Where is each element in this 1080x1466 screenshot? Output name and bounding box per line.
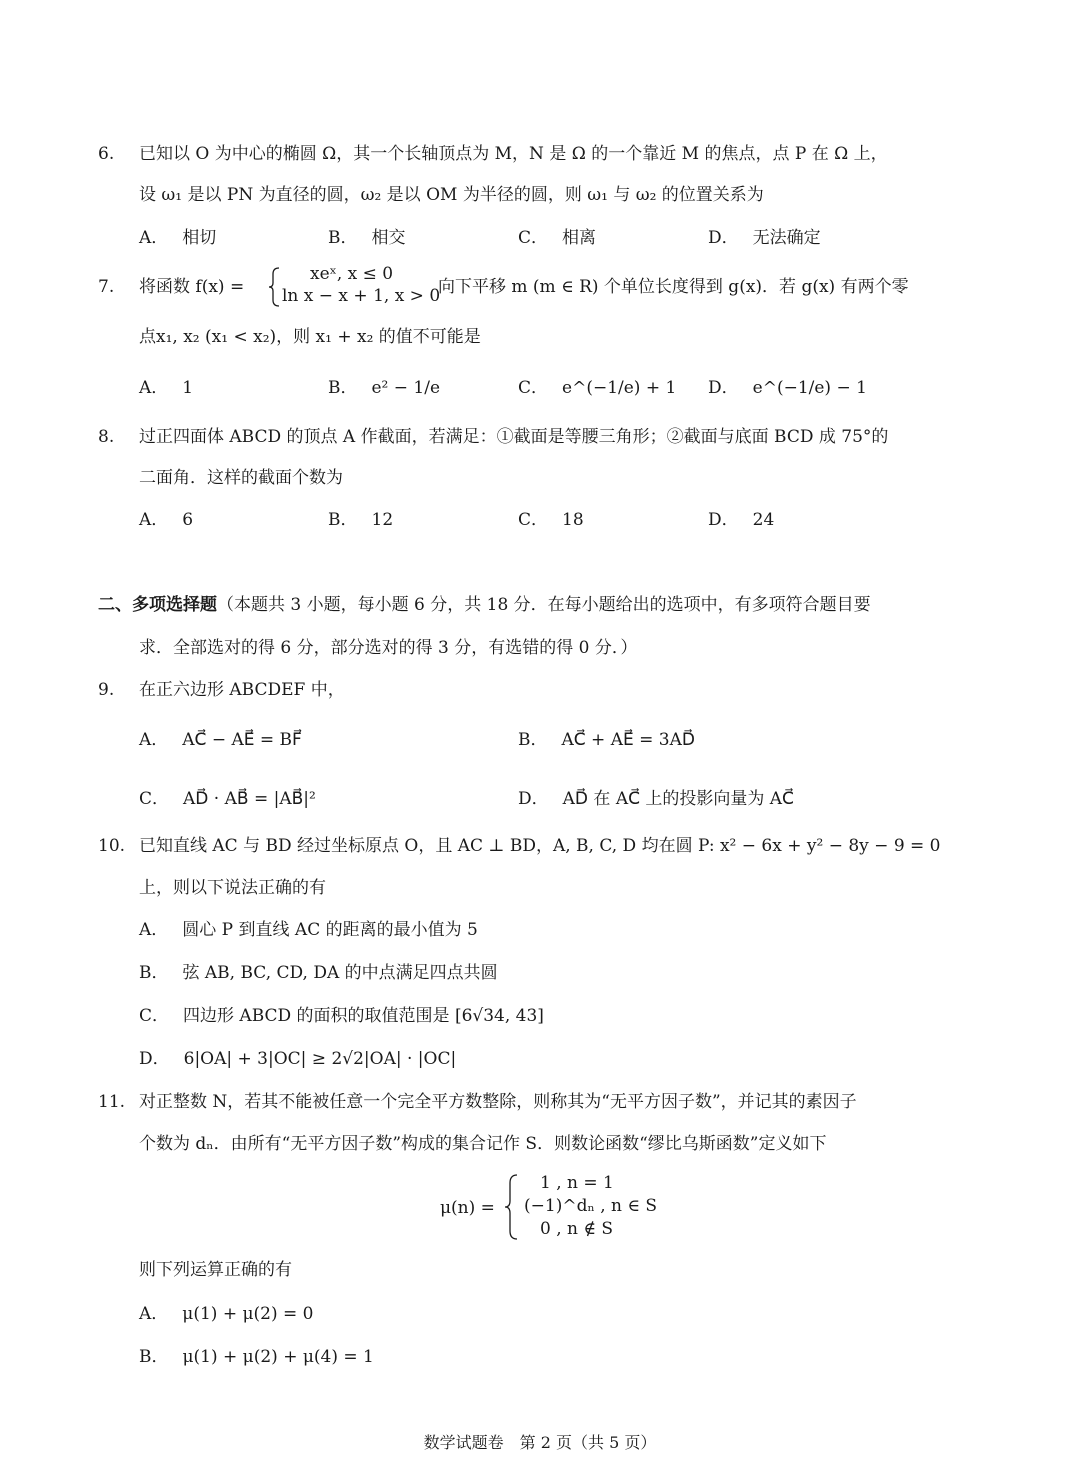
q10-option-d [139, 1047, 456, 1071]
option-text: 6 [182, 510, 194, 530]
option-text: 6|OA| + 3|OC| ≥ 2√2|OA| · |OC| [183, 1049, 457, 1069]
q7-number: 7. [98, 277, 115, 297]
q10-option-a [139, 918, 478, 942]
option-label: D． [139, 1049, 170, 1069]
q6-stem-line2: 设 ω₁ 是以 PN 为直径的圆，ω₂ 是以 OM 为半径的圆，则 ω₁ 与 ω₂ 的位置关系为 [139, 185, 764, 205]
option-label: A． [139, 378, 169, 398]
option-text: 四边形 ABCD 的面积的取值范围是 [6√34, 43] [183, 1006, 544, 1026]
q8-option-c [518, 508, 584, 532]
q7-stem-suffix: 向下平移 m (m ∈ R) 个单位长度得到 g(x)．若 g(x) 有两个零 [438, 277, 909, 297]
option-text: AD⃗ 在 AC⃗ 上的投影向量为 AC⃗ [562, 789, 794, 809]
option-text: 相切 [182, 228, 217, 248]
left-brace-icon [268, 267, 280, 307]
option-label: C． [139, 789, 170, 809]
q10-option-c [139, 1004, 544, 1028]
option-text: AC⃗ − AE⃗ = BF⃗ [182, 730, 302, 750]
option-text: e^(−1/e) − 1 [752, 378, 867, 398]
mu-case-1: 1 , n = 1 [540, 1173, 614, 1193]
q8-option-b [328, 508, 393, 532]
option-text: 18 [562, 510, 584, 530]
q6-option-d [708, 226, 821, 250]
q10-stem-line1: 已知直线 AC 与 BD 经过坐标原点 O，且 AC ⊥ BD，A, B, C, D 均在圆 P: x² − 6x + y² − 8y − 9 = 0 [139, 836, 941, 856]
q10-stem-line2: 上，则以下说法正确的有 [139, 878, 326, 898]
option-label: D． [708, 378, 739, 398]
option-text: 无法确定 [752, 228, 821, 248]
option-label: D． [708, 228, 739, 248]
q7-option-c [518, 376, 676, 400]
option-label: B． [328, 378, 358, 398]
option-label: B． [518, 730, 548, 750]
q10-number: 10. [98, 836, 126, 856]
option-text: 1 [182, 378, 194, 398]
q7-case2: ln x − x + 1, x > 0 [282, 286, 441, 306]
option-label: C． [518, 228, 549, 248]
section-2-title: 二、多项选择题 [98, 595, 217, 615]
q6-option-c [518, 226, 596, 250]
q9-option-b [518, 728, 695, 752]
q7-stem-line2: 点x₁, x₂ (x₁ < x₂)，则 x₁ + x₂ 的值不可能是 [139, 327, 481, 347]
option-label: B． [328, 228, 358, 248]
q7-option-a [139, 376, 193, 400]
option-text: 相离 [562, 228, 597, 248]
q11-stem-line2: 个数为 dₙ．由所有“无平方因子数”构成的集合记作 S．则数论函数“缪比乌斯函数”定义如下 [139, 1134, 827, 1154]
section-2-intro-line1: （本题共 3 小题，每小题 6 分，共 18 分．在每小题给出的选项中，有多项符合题目要 [217, 595, 871, 615]
option-label: A． [139, 730, 169, 750]
option-text: 相交 [371, 228, 406, 248]
q11-stem-line3: 则下列运算正确的有 [139, 1260, 292, 1280]
option-text: AD⃗ · AB⃗ = |AB⃗|² [183, 789, 316, 809]
option-text: AC⃗ + AE⃗ = 3AD⃗ [561, 730, 695, 750]
q9-option-d [518, 787, 794, 811]
q7-case1: xeˣ, x ≤ 0 [310, 264, 394, 284]
q11-option-b [139, 1345, 374, 1369]
section-2-intro-line2: 求．全部选对的得 6 分，部分选对的得 3 分，有选错的得 0 分．） [139, 638, 638, 658]
q6-number: 6. [98, 144, 115, 164]
q10-option-b [139, 961, 498, 985]
q11-stem-line1: 对正整数 N，若其不能被任意一个完全平方数整除，则称其为“无平方因子数”，并记其的素因子 [139, 1092, 857, 1112]
option-text: e² − 1/e [371, 378, 441, 398]
q8-number: 8. [98, 427, 115, 447]
option-text: 圆心 P 到直线 AC 的距离的最小值为 5 [182, 920, 478, 940]
option-label: C． [518, 510, 549, 530]
option-label: D． [708, 510, 739, 530]
q7-stem-prefix: 将函数 f(x) = [139, 277, 245, 297]
option-text: μ(1) + μ(2) = 0 [182, 1304, 314, 1324]
option-text: e^(−1/e) + 1 [562, 378, 677, 398]
mu-case-3: 0 , n ∉ S [540, 1219, 614, 1239]
q11-number: 11. [98, 1092, 126, 1112]
option-label: B． [328, 510, 358, 530]
mu-case-2: (−1)^dₙ , n ∈ S [524, 1196, 658, 1216]
q8-option-a [139, 508, 193, 532]
option-text: 24 [752, 510, 775, 530]
q6-stem-line1: 已知以 O 为中心的椭圆 Ω，其一个长轴顶点为 M，N 是 Ω 的一个靠近 M 的焦点，点 P 在 Ω 上， [139, 144, 888, 164]
q7-option-d [708, 376, 867, 400]
q6-option-b [328, 226, 406, 250]
left-brace-icon [504, 1174, 518, 1240]
q8-stem-line1: 过正四面体 ABCD 的顶点 A 作截面，若满足：①截面是等腰三角形；②截面与底面 BCD 成 75°的 [139, 427, 889, 447]
q9-stem: 在正六边形 ABCDEF 中， [139, 680, 345, 700]
q9-option-c [139, 787, 316, 811]
option-label: A． [139, 510, 169, 530]
q8-stem-line2: 二面角．这样的截面个数为 [139, 468, 343, 488]
mu-function-lhs: μ(n) = [440, 1198, 495, 1218]
option-label: C． [139, 1006, 170, 1026]
option-label: B． [139, 1347, 169, 1367]
option-text: μ(1) + μ(2) + μ(4) = 1 [182, 1347, 374, 1367]
option-label: A． [139, 228, 169, 248]
option-label: B． [139, 963, 169, 983]
q9-number: 9. [98, 680, 115, 700]
q7-option-b [328, 376, 440, 400]
option-label: D． [518, 789, 549, 809]
q6-option-a [139, 226, 216, 250]
option-label: A． [139, 920, 169, 940]
q11-option-a [139, 1302, 313, 1326]
option-label: C． [518, 378, 549, 398]
page-footer: 数学试题卷 第 2 页（共 5 页） [423, 1433, 657, 1452]
option-text: 12 [371, 510, 394, 530]
section-2-header [98, 593, 871, 617]
option-text: 弦 AB, BC, CD, DA 的中点满足四点共圆 [182, 963, 498, 983]
option-label: A． [139, 1304, 169, 1324]
q9-option-a [139, 728, 302, 752]
q8-option-d [708, 508, 774, 532]
